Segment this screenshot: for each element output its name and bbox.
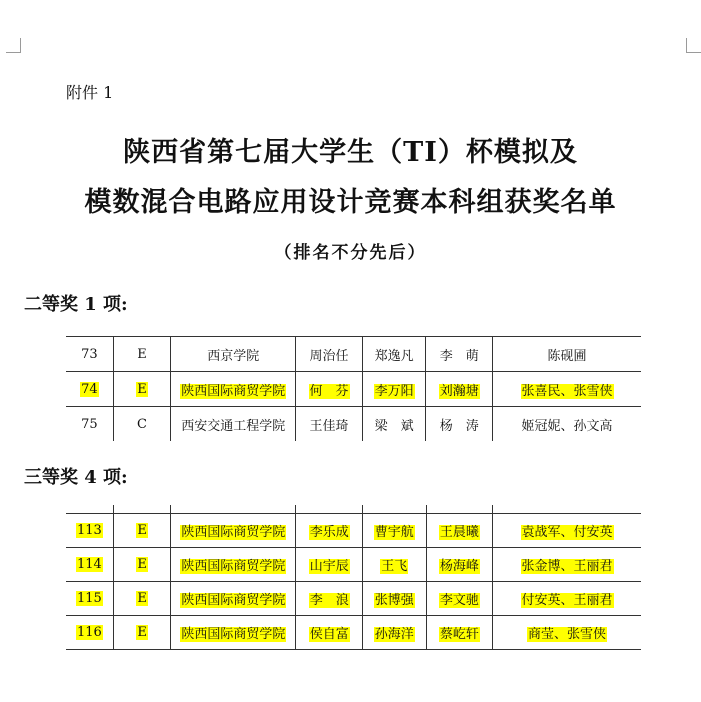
group-cell xyxy=(113,372,171,407)
document-title-line-1: 陕西省第七届大学生（TI）杯模拟及 xyxy=(123,137,578,168)
school-cell xyxy=(171,548,296,582)
member-1-cell xyxy=(296,407,363,442)
document-subtitle: （排名不分先后） xyxy=(274,243,427,263)
school-text: 西安交通工程学院 xyxy=(181,418,286,434)
advisors-text: 陈砚圃 xyxy=(547,348,587,364)
member-3-text: 刘瀚塘 xyxy=(439,383,479,399)
member-3-cell xyxy=(426,337,493,372)
group-text: E xyxy=(137,591,147,606)
advisors-cell xyxy=(493,337,641,372)
group-cell xyxy=(113,548,171,582)
table-row xyxy=(66,407,641,442)
member-2-cell xyxy=(362,372,426,407)
third-prize-heading: 三等奖 4 项: xyxy=(24,467,128,488)
page-corner-mark-right xyxy=(686,38,701,53)
school-text: 西京学院 xyxy=(207,348,260,364)
table-row xyxy=(66,616,641,650)
member-2-text: 张博强 xyxy=(374,593,414,608)
member-3-text: 李文驰 xyxy=(439,593,479,608)
advisors-cell xyxy=(493,514,641,548)
member-1-text: 山宇辰 xyxy=(309,559,349,574)
member-1-cell xyxy=(296,514,363,548)
member-1-cell xyxy=(296,372,363,407)
award-number-cell xyxy=(66,616,113,650)
school-text: 陕西国际商贸学院 xyxy=(181,525,286,540)
member-3-cell xyxy=(426,582,493,616)
advisors-text: 付安英、王丽君 xyxy=(521,593,613,608)
advisors-text: 姬冠妮、孙文高 xyxy=(521,418,613,434)
member-3-cell xyxy=(426,372,493,407)
member-2-text: 曹宇航 xyxy=(374,525,414,540)
table-row xyxy=(66,372,641,407)
award-number-cell xyxy=(66,548,113,582)
member-2-text: 孙海洋 xyxy=(374,627,414,642)
member-1-text: 李乐成 xyxy=(309,525,349,540)
award-number-text: 114 xyxy=(76,557,102,572)
member-1-cell xyxy=(296,616,363,650)
table-row xyxy=(66,548,641,582)
member-1-cell xyxy=(296,582,363,616)
group-text: E xyxy=(137,625,147,640)
group-cell xyxy=(113,407,171,442)
member-3-text: 蔡屹轩 xyxy=(439,627,479,642)
award-number-text: 116 xyxy=(76,625,102,640)
table-row xyxy=(66,337,641,372)
award-number-cell xyxy=(66,337,113,372)
award-number-cell xyxy=(66,514,113,548)
member-3-text: 杨 涛 xyxy=(439,418,479,434)
member-2-text: 郑逸凡 xyxy=(374,348,414,364)
school-text: 陕西国际商贸学院 xyxy=(181,593,286,608)
school-cell xyxy=(171,337,296,372)
member-1-text: 何 芬 xyxy=(309,383,349,399)
award-number-cell xyxy=(66,582,113,616)
school-text: 陕西国际商贸学院 xyxy=(181,627,286,642)
member-1-text: 王佳琦 xyxy=(309,418,349,434)
school-cell xyxy=(171,582,296,616)
school-cell xyxy=(171,514,296,548)
group-text: E xyxy=(137,523,147,538)
member-3-text: 李 萌 xyxy=(439,348,479,364)
member-3-text: 杨海峰 xyxy=(439,559,479,574)
award-number-cell xyxy=(66,372,113,407)
second-prize-heading: 二等奖 1 项: xyxy=(24,294,128,315)
school-text: 陕西国际商贸学院 xyxy=(181,383,286,399)
group-cell xyxy=(113,337,171,372)
advisors-cell xyxy=(493,616,641,650)
third-prize-table xyxy=(66,505,641,650)
group-cell xyxy=(113,582,171,616)
award-number-text: 73 xyxy=(81,346,98,362)
award-number-text: 74 xyxy=(81,381,98,397)
award-number-text: 115 xyxy=(76,591,102,606)
group-text: E xyxy=(137,381,147,397)
member-2-cell xyxy=(363,548,427,582)
member-1-text: 侯自富 xyxy=(309,627,349,642)
school-cell xyxy=(171,407,296,442)
member-1-text: 周治任 xyxy=(309,348,349,364)
member-3-text: 王晨曦 xyxy=(439,525,479,540)
advisors-cell xyxy=(493,582,641,616)
member-3-cell xyxy=(426,514,493,548)
member-2-cell xyxy=(363,514,427,548)
member-2-cell xyxy=(363,616,427,650)
group-cell xyxy=(113,616,171,650)
member-1-cell xyxy=(296,548,363,582)
member-2-cell xyxy=(362,407,426,442)
award-number-text: 113 xyxy=(76,523,102,538)
attachment-label: 附件 1 xyxy=(66,83,114,102)
group-text: E xyxy=(137,346,147,362)
member-1-cell xyxy=(296,337,363,372)
school-cell xyxy=(171,372,296,407)
table-top-fragment-row xyxy=(66,505,641,514)
table-row xyxy=(66,582,641,616)
award-number-cell xyxy=(66,407,113,442)
member-2-cell xyxy=(363,582,427,616)
second-prize-rows xyxy=(66,337,641,442)
advisors-cell xyxy=(493,372,641,407)
advisors-cell xyxy=(493,407,641,442)
table-row xyxy=(66,514,641,548)
advisors-text: 袁战军、付安英 xyxy=(521,525,613,540)
advisors-text: 商莹、张雪侠 xyxy=(528,627,607,642)
third-prize-rows xyxy=(66,505,641,650)
group-cell xyxy=(113,514,171,548)
second-prize-table xyxy=(66,336,641,441)
document-title-line-2: 模数混合电路应用设计竞赛本科组获奖名单 xyxy=(84,187,617,218)
member-3-cell xyxy=(426,616,493,650)
school-cell xyxy=(171,616,296,650)
member-3-cell xyxy=(426,548,493,582)
page-corner-mark-left xyxy=(6,38,21,53)
advisors-cell xyxy=(493,548,641,582)
award-number-text: 75 xyxy=(81,416,98,432)
advisors-text: 张金博、王丽君 xyxy=(521,559,613,574)
advisors-text: 张喜民、张雪侠 xyxy=(521,383,613,399)
group-text: C xyxy=(137,416,147,432)
school-text: 陕西国际商贸学院 xyxy=(181,559,286,574)
member-2-text: 李万阳 xyxy=(374,383,414,399)
member-1-text: 李 浪 xyxy=(309,593,349,608)
group-text: E xyxy=(137,557,147,572)
member-2-text: 梁 斌 xyxy=(374,418,414,434)
member-2-text: 王飞 xyxy=(381,559,408,574)
member-2-cell xyxy=(362,337,426,372)
member-3-cell xyxy=(426,407,493,442)
